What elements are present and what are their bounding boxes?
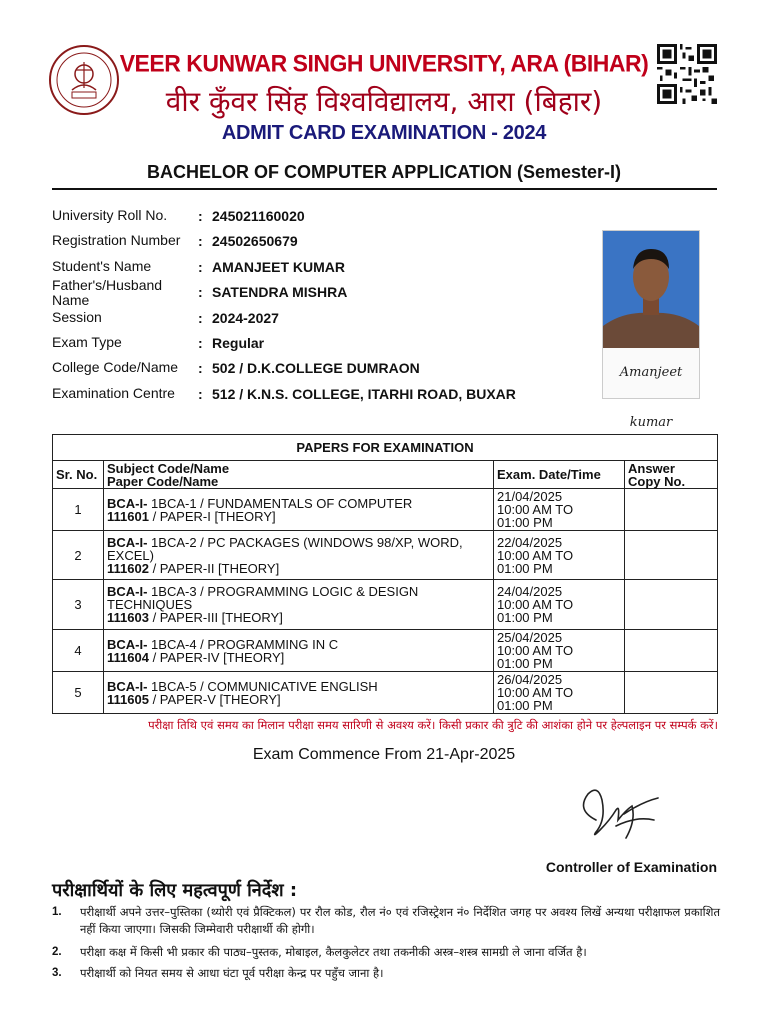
header-sr-no: Sr. No. — [53, 461, 104, 489]
info-row-exam-type: Exam Type : Regular — [52, 333, 265, 351]
answer-copy-cell — [625, 580, 718, 630]
university-name-hindi: वीर कुँवर सिंह विश्वविद्यालय, आरा (बिहार) — [165, 85, 603, 118]
answer-copy-cell — [625, 531, 718, 580]
info-value: 502 / D.K.COLLEGE DUMRAON — [212, 360, 420, 377]
instruction-item: 2. परीक्षा कक्ष में किसी भी प्रकार की पाठ्य–पुस्तक, मोबाइल, कैलकुलेटर तथा तकनीकी अस्त्र–शस्त्र सामग्री ले जाना वर्जित है। — [52, 945, 587, 959]
answer-copy-cell — [625, 489, 718, 531]
table-row: 2 BCA-I- 1BCA-2 / PC PACKAGES (WINDOWS 98/XP, WORD, EXCEL) 111602 / PAPER-II [THEORY] 22/04/2025 10:00 AM TO 01:00 PM — [53, 531, 718, 580]
answer-copy-cell — [625, 630, 718, 672]
exam-commence-date: Exam Commence From 21-Apr-2025 — [252, 746, 516, 763]
papers-table-title: PAPERS FOR EXAMINATION — [53, 435, 718, 461]
header-answer-copy: Answer Copy No. — [625, 461, 718, 489]
info-value: 512 / K.N.S. COLLEGE, ITARHI ROAD, BUXAR — [212, 385, 516, 402]
info-value: Regular — [212, 334, 265, 351]
header-divider — [52, 188, 717, 190]
info-row-father-name: Father's/Husband Name : SATENDRA MISHRA — [52, 277, 348, 309]
papers-table — [52, 434, 718, 714]
info-label: Exam Type — [52, 333, 122, 350]
info-value: 24502650679 — [212, 233, 298, 250]
header-date-time: Exam. Date/Time — [494, 461, 625, 489]
papers-header-row — [53, 461, 718, 489]
info-label: University Roll No. — [52, 207, 168, 223]
instruction-item: 3. परीक्षार्थी को नियत समय से आधा घंटा पूर्व परीक्षा केन्द्र पर पहुँच जाना है। — [52, 966, 384, 980]
info-row-student-name: Student's Name : AMANJEET KUMAR — [52, 257, 345, 275]
info-value: 2024-2027 — [212, 309, 279, 326]
instruction-item: 1. परीक्षार्थी अपने उत्तर–पुस्तिका (थ्योरी एवं प्रैक्टिकल) पर रौल कोड, रौल नं० एवं रजिस्ट्रेशन नं० निर्देशित जगह पर अवश्य लिखें अन्यथा परीक्षाफल प्रकाशित नहीं किया जाएगा। जिसकी जिम्मेवारी परीक्षार्थी की होगी। — [52, 905, 720, 936]
controller-signature — [566, 780, 666, 850]
info-label: Registration Number — [52, 232, 181, 249]
info-label: Student's Name — [52, 257, 152, 274]
info-row-session: Session : 2024-2027 — [52, 308, 279, 326]
verification-note: परीक्षा तिथि एवं समय का मिलान परीक्षा समय सारिणी से अवश्य करें। किसी प्रकार की त्रुटि की आशंका होने पर हेल्पलाइन पर सम्पर्क करें। — [148, 718, 718, 732]
answer-copy-cell — [625, 672, 718, 714]
instructions-title: परीक्षार्थियों के लिए महत्वपूर्ण निर्देश : — [52, 880, 298, 901]
info-row-exam-centre: Examination Centre : 512 / K.N.S. COLLEGE, ITARHI ROAD, BUXAR — [52, 384, 516, 402]
admit-card-title: ADMIT CARD EXAMINATION - 2024 — [221, 122, 547, 144]
table-row: 1 BCA-I- 1BCA-1 / FUNDAMENTALS OF COMPUTER 111601 / PAPER-I [THEORY] 21/04/2025 10:00 AM TO 01:00 PM — [53, 489, 718, 531]
info-value: AMANJEET KUMAR — [212, 258, 345, 275]
student-photo — [602, 230, 700, 430]
table-row: 5 BCA-I- 1BCA-5 / COMMUNICATIVE ENGLISH 111605 / PAPER-V [THEORY] 26/04/2025 10:00 AM TO 01:00 PM — [53, 672, 718, 714]
info-label: College Code/Name — [52, 359, 179, 376]
info-label: Examination Centre — [52, 384, 175, 401]
info-row-registration: Registration Number : 24502650679 — [52, 232, 298, 250]
course-title: BACHELOR OF COMPUTER APPLICATION (Semester-I) — [146, 162, 622, 182]
table-row: 3 BCA-I- 1BCA-3 / PROGRAMMING LOGIC & DESIGN TECHNIQUES 111603 / PAPER-III [THEORY] 24/04/2025 10:00 AM TO 01:00 PM — [53, 580, 718, 630]
student-photo-image — [603, 231, 699, 348]
student-info — [52, 205, 612, 408]
info-label: Father's/Husband Name — [52, 277, 163, 309]
university-name-english: VEER KUNWAR SINGH UNIVERSITY, ARA (BIHAR) — [119, 49, 649, 77]
info-value: 245021160020 — [212, 208, 305, 224]
info-label: Session — [52, 308, 102, 325]
info-row-college: College Code/Name : 502 / D.K.COLLEGE DUMRAON — [52, 359, 420, 377]
header-subject: Subject Code/Name Paper Code/Name — [104, 461, 494, 489]
student-signature: Amanjeet kumar — [603, 348, 699, 398]
table-row: 4 BCA-I- 1BCA-4 / PROGRAMMING IN C 111604 / PAPER-IV [THEORY] 25/04/2025 10:00 AM TO 01:00 PM — [53, 630, 718, 672]
info-value: SATENDRA MISHRA — [212, 284, 348, 301]
controller-of-examination: Controller of Examination — [545, 859, 717, 875]
info-row-roll-no: University Roll No. : 245021160020 — [52, 207, 305, 224]
